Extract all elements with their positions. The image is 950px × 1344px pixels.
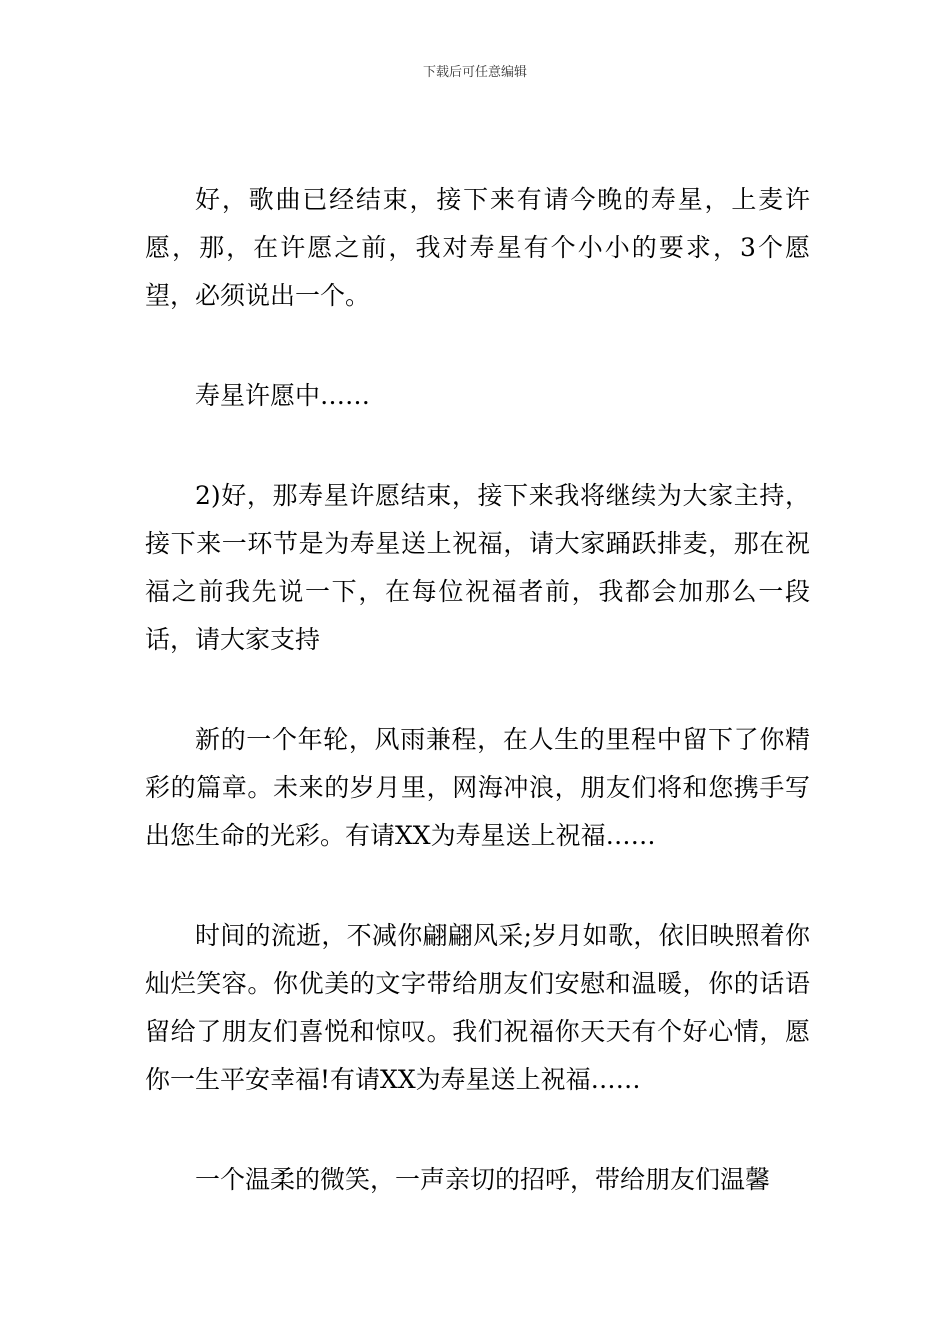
paragraph-blessing-two: 时间的流逝，不减你翩翩风采;岁月如歌，依旧映照着你灿烂笑容。你优美的文字带给朋友们安慰和温暖，你的话语留给了朋友们喜悦和惊叹。我们祝福你天天有个好心情，愿你一生平安幸福!有请XX为寿星送上祝福…… — [145, 921, 810, 1094]
paragraph-song-ended: 好，歌曲已经结束，接下来有请今晚的寿星，上麦许愿，那，在许愿之前，我对寿星有个小小的要求，3个愿望，必须说出一个。 — [145, 185, 810, 310]
paragraph-blessing-intro: 2)好，那寿星许愿结束，接下来我将继续为大家主持，接下来一环节是为寿星送上祝福，请大家踊跃排麦，那在祝福之前我先说一下，在每位祝福者前，我都会加那么一段话，请大家支持 — [145, 481, 810, 654]
document-body — [145, 176, 810, 1256]
paragraph-blessing-one: 新的一个年轮，风雨兼程，在人生的里程中留下了你精彩的篇章。未来的岁月里，网海冲浪，朋友们将和您携手写出您生命的光彩。有请XX为寿星送上祝福…… — [145, 725, 810, 850]
page-header: 下载后可任意编辑 — [422, 65, 527, 80]
paragraph-making-wish: 寿星许愿中…… — [195, 381, 371, 410]
paragraph-blessing-three: 一个温柔的微笑，一声亲切的招呼，带给朋友们温馨 — [195, 1165, 771, 1194]
